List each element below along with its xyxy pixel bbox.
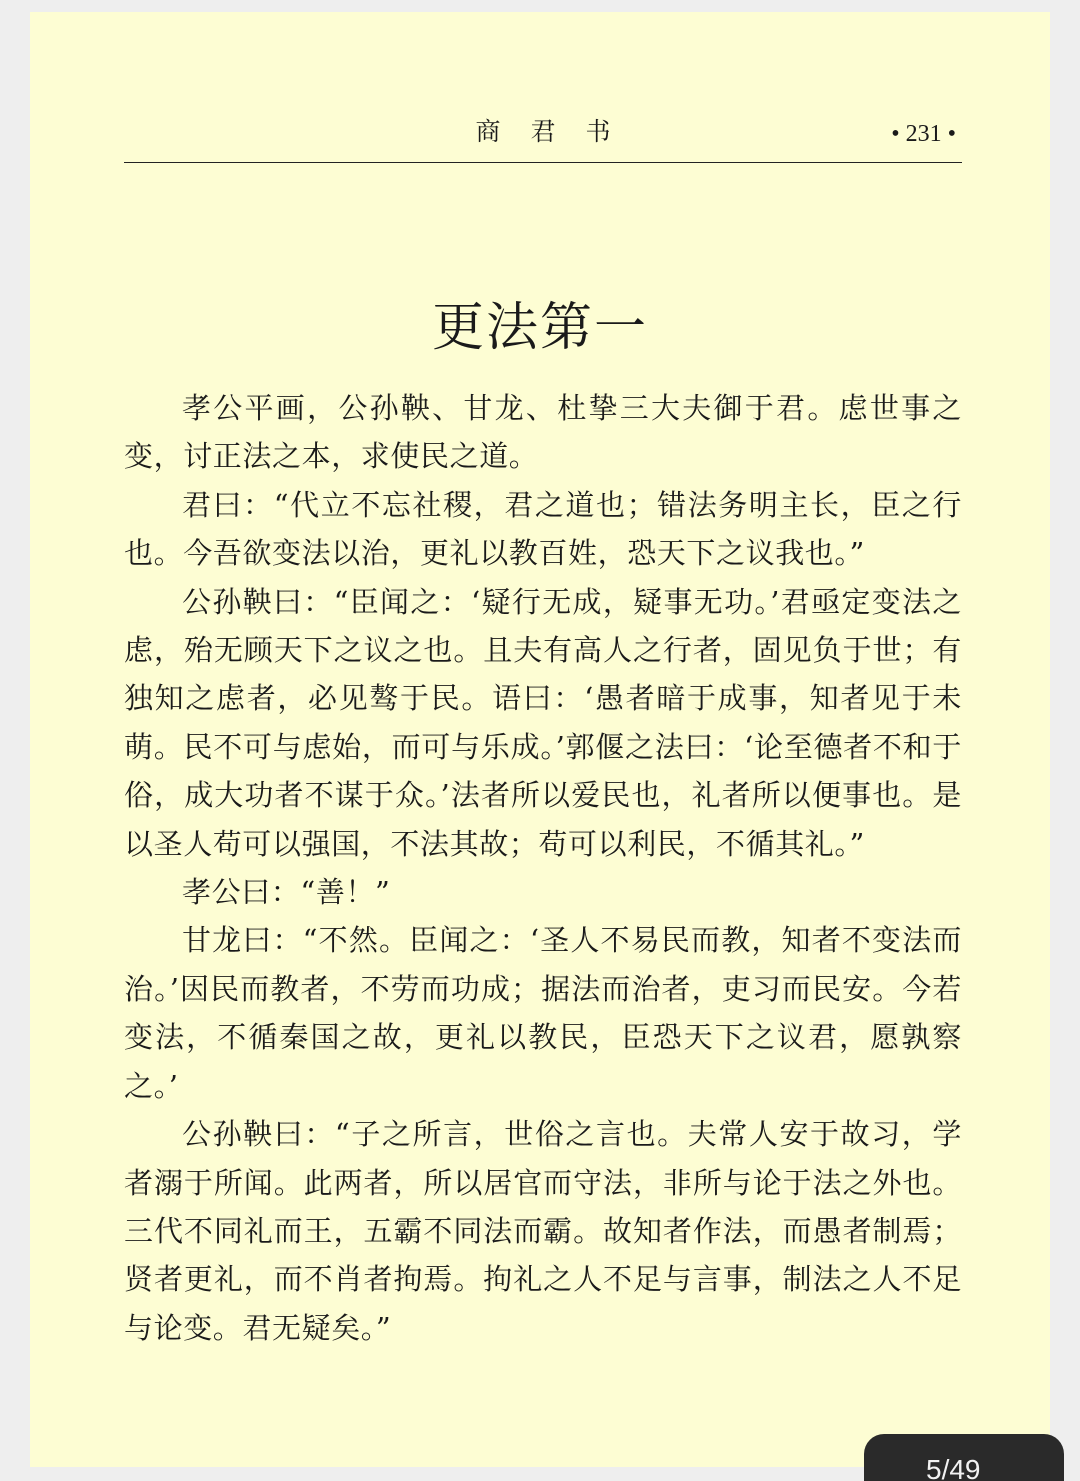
- running-header: [124, 114, 962, 163]
- book-title: 商君书: [475, 117, 641, 146]
- page-counter-text: 5/49: [926, 1454, 981, 1481]
- chapter-title: 更法第一: [431, 298, 648, 358]
- paragraph: 公孙鞅曰：“子之所言，世俗之言也。夫常人安于故习，学者溺于所闻。此两者，所以居官而守法，非所与论于法之外也。三代不同礼而王，五霸不同法而霸。故知者作法，而愚者制焉；贤者更礼，而不肖者拘焉。拘礼之人不足与言事，制法之人不足与论变。君无疑矣。”: [124, 1117, 962, 1345]
- paragraph: 甘龙曰：“不然。臣闻之：‘圣人不易民而教，知者不变法而治。’因民而教者，不劳而功成；据法而治者，吏习而民安。今若变法，不循秦国之故，更礼以教民，臣恐天下之议君，愿孰察之。’: [124, 923, 962, 1103]
- paragraph: 君曰：“代立不忘社稷，君之道也；错法务明主长，臣之行也。今吾欲变法以治，更礼以教百姓，恐天下之议我也。”: [124, 487, 962, 571]
- paragraph: 孝公曰：“善！”: [182, 875, 391, 910]
- book-page: [30, 12, 1050, 1467]
- chapter-body: [124, 384, 962, 1352]
- page-counter[interactable]: [864, 1434, 1064, 1481]
- paragraph: 公孙鞅曰：“臣闻之：‘疑行无成，疑事无功。’君亟定变法之虑，殆无顾天下之议之也。且夫有高人之行者，固见负于世；有独知之虑者，必见骜于民。语曰：‘愚者暗于成事，知者见于未萌。民不可与虑始，而可与乐成。’郭偃之法曰：‘论至德者不和于俗，成大功者不谋于众。’法者所以爱民也，礼者所以便事也。是以圣人苟可以强国，不法其故；苟可以利民，不循其礼。”: [124, 584, 962, 861]
- page-number: • 231 •: [891, 121, 956, 147]
- paragraph: 孝公平画，公孙鞅、甘龙、杜挚三大夫御于君。虑世事之变，讨正法之本，求使民之道。: [124, 391, 962, 474]
